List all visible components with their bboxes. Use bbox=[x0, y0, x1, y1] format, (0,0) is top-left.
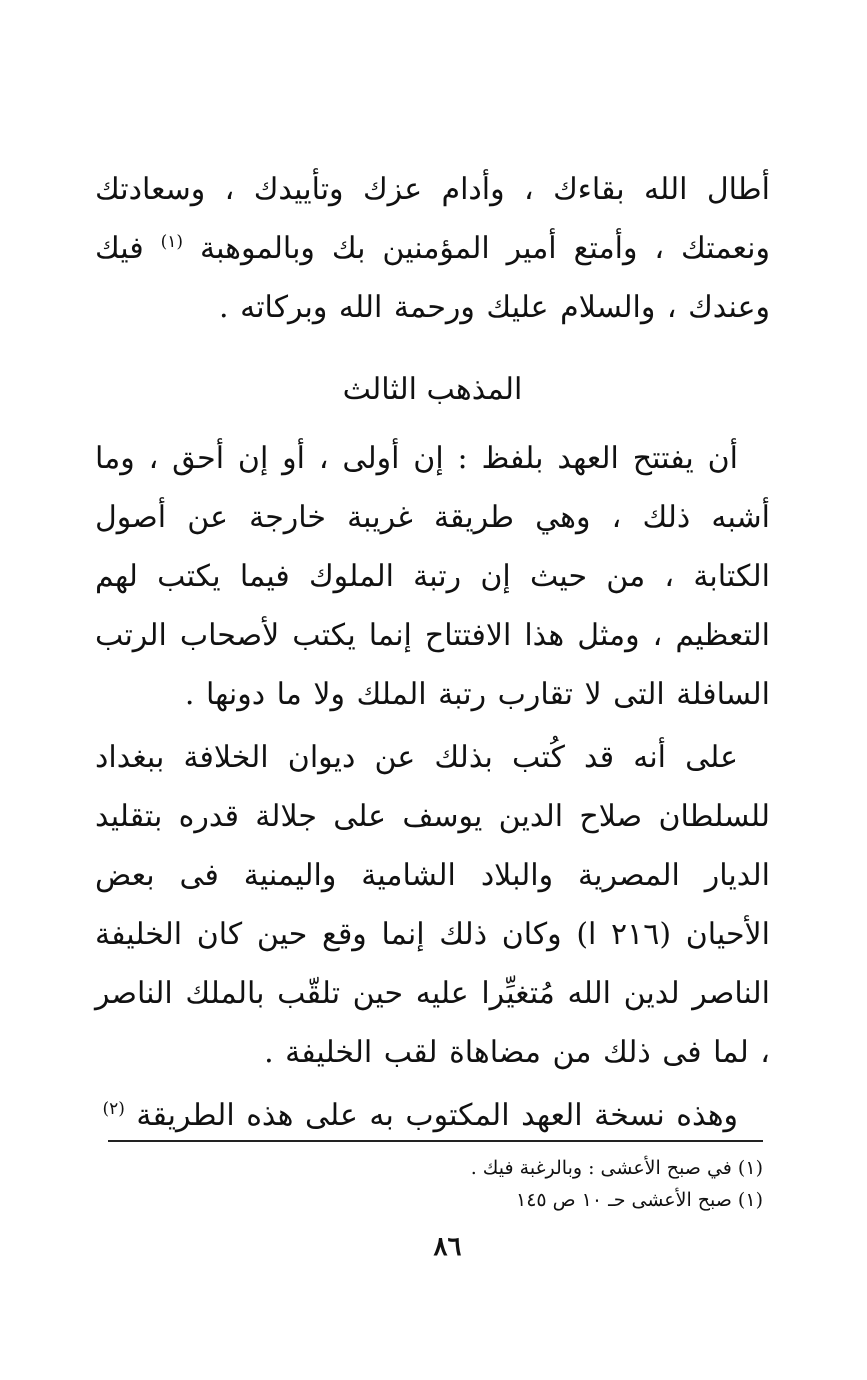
page-number: ٨٦ bbox=[433, 1232, 462, 1262]
footnote-2: (١) صبح الأعشى حـ ١٠ ص ١٤٥ bbox=[515, 1189, 763, 1211]
section-heading: المذهب الثالث bbox=[342, 372, 523, 407]
paragraph-text: أطال الله بقاءك ، وأدام عزك وتأييدك ، وسعادتك ونعمتك ، وأمتع أمير المؤمنين بك وبالموهبة bbox=[95, 172, 770, 266]
paragraph-third-method: أن يفتتح العهد بلفظ : إن أولى ، أو إن أحق ، وما أشبه ذلك ، وهي طريقة غريبة خارجة عن أصول الكتابة ، من حيث إن رتبة الملوك فيما يكتب لهم التعظيم ، ومثل هذا الافتتاح إنما يكتب لأصحاب الرتب السافلة التى لا تقارب رتبة الملك ولا ما دونها . bbox=[95, 441, 770, 712]
page-body bbox=[95, 160, 770, 1145]
footnote-marker-2: (٢) bbox=[102, 1099, 125, 1119]
paragraph-copy-intro bbox=[95, 1086, 770, 1145]
footnote-divider bbox=[108, 1140, 763, 1142]
paragraph-caliphate-example: على أنه قد كُتب بذلك عن ديوان الخلافة ببغداد للسلطان صلاح الدين يوسف على جلالة قدره بتقليد الديار المصرية والبلاد الشامية واليمنية فى بعض الأحيان (٢١٦ ا) وكان ذلك إنما وقع حين كان الخليفة الناصر لدين الله مُتغيِّرا عليه حين تلقّب بالملك الناصر ، لما فى ذلك من مضاهاة لقب الخليفة . bbox=[95, 740, 770, 1070]
footnote-1: (١) في صبح الأعشى : وبالرغبة فيك . bbox=[470, 1157, 763, 1179]
paragraph-text: وهذه نسخة العهد المكتوب به على هذه الطريقة bbox=[136, 1098, 738, 1133]
footnotes bbox=[108, 1152, 763, 1216]
paragraph-closing-greeting bbox=[95, 160, 770, 337]
paragraph-text-end: فيك وعندك ، والسلام عليك ورحمة الله وبركاته . bbox=[95, 231, 770, 325]
footnote-marker-1: (١) bbox=[160, 232, 184, 252]
